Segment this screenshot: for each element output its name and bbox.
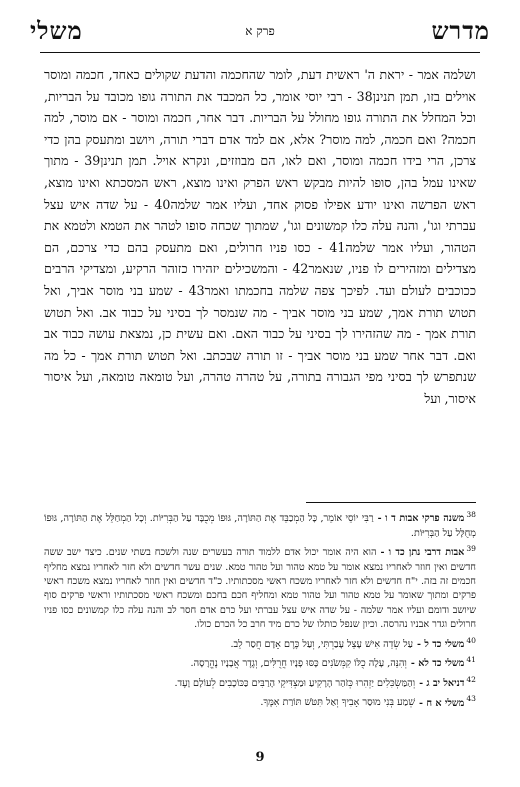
footnote-item: [44, 653, 476, 672]
running-header: [30, 10, 490, 50]
main-paragraph: ושלמה אמר - יראת ה' ראשית דעת, לומר שהחכמה והדעת שקולים כאחד, חכמה ומוסר אוילים בזו, תמן תנינן38 - רבי יוסי אומר, כל המכבד את התורה גופו מכובד על הבריות, וכל המחלל את התורה גופו מחולל על הבריות. דבר אחר, חכמה ומוסר - אם מוסר, למה חכמה? ואם חכמה, למה מוסר? אלא, אם למד אדם דברי תורה, ויושב ומתעסק בהן כדי צרכן, הרי בידו חכמה ומוסר, ואם לאו, הם מבוזזים, ונקרא אויל. תמן תנינן39 - מתוך שאינו עמל בהן, סופו להיות מבקש ראש הפרק ואינו מוצא, ראש המסכתא ואינו מוצא, ראש הפרשה ואינו יודע אפילו פסוק אחד, ועליו אמר שלמה40 - על שדה איש עצל עברתי וגו', והנה עלה כלו קמשונים וגו', שמתוך שכחה סופו לטהר את הטמא ולטמא את הטהור, ועליו אמר שלמה41 - כסו פניו חרולים, ואם מתעסק בהם כדי צרכם, הם מצדילים ומזהירים לו פניו, שנאמר42 - והמשכילים יזהירו כזוהר הרקיע, ומצדיקי הרבים ככוכבים לעולם ועד. לפיכך צפה שלמה בחכמתו ואמר43 - שמע בני מוסר אביך, ואל תטוש תורת אמך, שמע בני מוסר אביך - מה שנמסר לך בסיני על כבוד אב. ואל תטוש תורת אמך - מה שהזהירו לך בסיני על כבוד האם. ואם עשית כן, נמצאת עושה כבוד אב ואם. דבר אחר שמע בני מוסר אביך - זו תורה שבכתב. ואל תטוש תורת אמך - כל מה שנתפרש לך בסיני מפי הגבורה בתורה, על טהרה טהרה, ועל טומאה טומאה, ועל איסור איסור, ועל: [44, 67, 477, 406]
page-number: 9: [255, 750, 265, 765]
header-title-right: מדרש: [431, 16, 490, 45]
footnote-item: [44, 634, 476, 653]
header-divider: [40, 52, 480, 53]
footnote-source: משלי כד ל -: [417, 638, 465, 650]
footnote-number: 42: [466, 674, 476, 684]
footnote-item: [44, 542, 476, 633]
footnote-item: [44, 692, 476, 711]
footnote-source: משלי כד לא -: [410, 658, 465, 670]
footnote-number: 39: [466, 544, 476, 553]
footnote-item: [44, 508, 476, 541]
footnote-text: שְׁמַע בְּנִי מוּסַר אָבִיךָ וְאַל תִּטֹּשׁ תּוֹרַת אִמֶּךָ.: [260, 697, 415, 709]
footnote-number: 41: [466, 655, 476, 665]
footnote-text: וְהִנֵּה, עָלָה כֻלּוֹ קִמְּשֹׂנִים כָּסּוּ פָנָיו חֲרֻלִּים, וְגֶדֶר אֲבָנָיו נֶהֱרָסָה.: [190, 658, 407, 670]
main-text-block: [44, 64, 476, 410]
footnote-divider: [306, 502, 476, 503]
footnote-text: וְהַמַּשְׂכִּלִים יַזְהִרוּ כְּזֹהַר הָרָקִיעַ וּמַצְדִּיקֵי הָרַבִּים כַּכּוֹכָבִים לְעוֹלָם וָעֶד.: [174, 678, 416, 689]
footnote-text: עַל שְׂדֵה אִישׁ עָצֵל עָבַרְתִּי, וְעַל כֶּרֶם אָדָם חֲסַר לֵב.: [230, 638, 414, 650]
footnote-text: רַבִּי יוֹסֵי אוֹמֵר, כָּל הַמְכַבֵּד אֶת הַתּוֹרָה, גּוּפוֹ מְכֻבָּד עַל הַבְּרִיּוֹת. וְכָל הַמְחַלֵּל אֶת הַתּוֹרָה, גּוּפוֹ מְחֻלָּל עַל הַבְּרִיּוֹת.: [44, 513, 476, 539]
footnote-number: 38: [466, 510, 476, 519]
chapter-label: פרק א: [245, 24, 275, 38]
footnote-text: הוא היה אומר יכול אדם ללמוד תורה בעשרים שנה ולשכח בשתי שנים. כיצד ישב ששה חדשים ואין חוזר לאחריו נמצא אומר על טמא טהור ועל טהור טמא. שנים עשר חדשים ולא חזר לאחריו נמצא מחליף חכמים זה בזה. י"ח חדשים ולא חזר לאחריו משכח ראשי מסכתותיו. כ"ד חדשים ואין חוזר לאחריו נמצא משכח ראשי פרקים ומתוך שאומר על טמא טהור ועל טהור טמא ומחליף חכם בחכם ומשכח ראשי מסכתותיו וראשי פרקים סוף שיושב ודומם ועליו אמר שלמה - על שדה איש עצל עברתי ועל כרם אדם חסר לב והנה עלה כלו קמשונים כסו פניו חרולים וגדר אבניו נהרסה. וכיון שנפל כותלו של כרם מיד חרב כל הכרם כולו.: [44, 547, 476, 631]
footnote-source: משלי א ח -: [419, 697, 465, 709]
header-title-left: משלי: [30, 16, 83, 45]
footnote-number: 40: [466, 635, 476, 645]
footnote-number: 43: [466, 694, 476, 704]
footnotes-section: [44, 508, 476, 712]
footnote-source: אבות דרבי נתן כד ו -: [380, 547, 465, 559]
footnote-item: [44, 673, 476, 692]
footnote-source: משנה פרקי אבות ד ו -: [377, 513, 465, 525]
footnote-source: דניאל יב ג -: [419, 678, 465, 689]
